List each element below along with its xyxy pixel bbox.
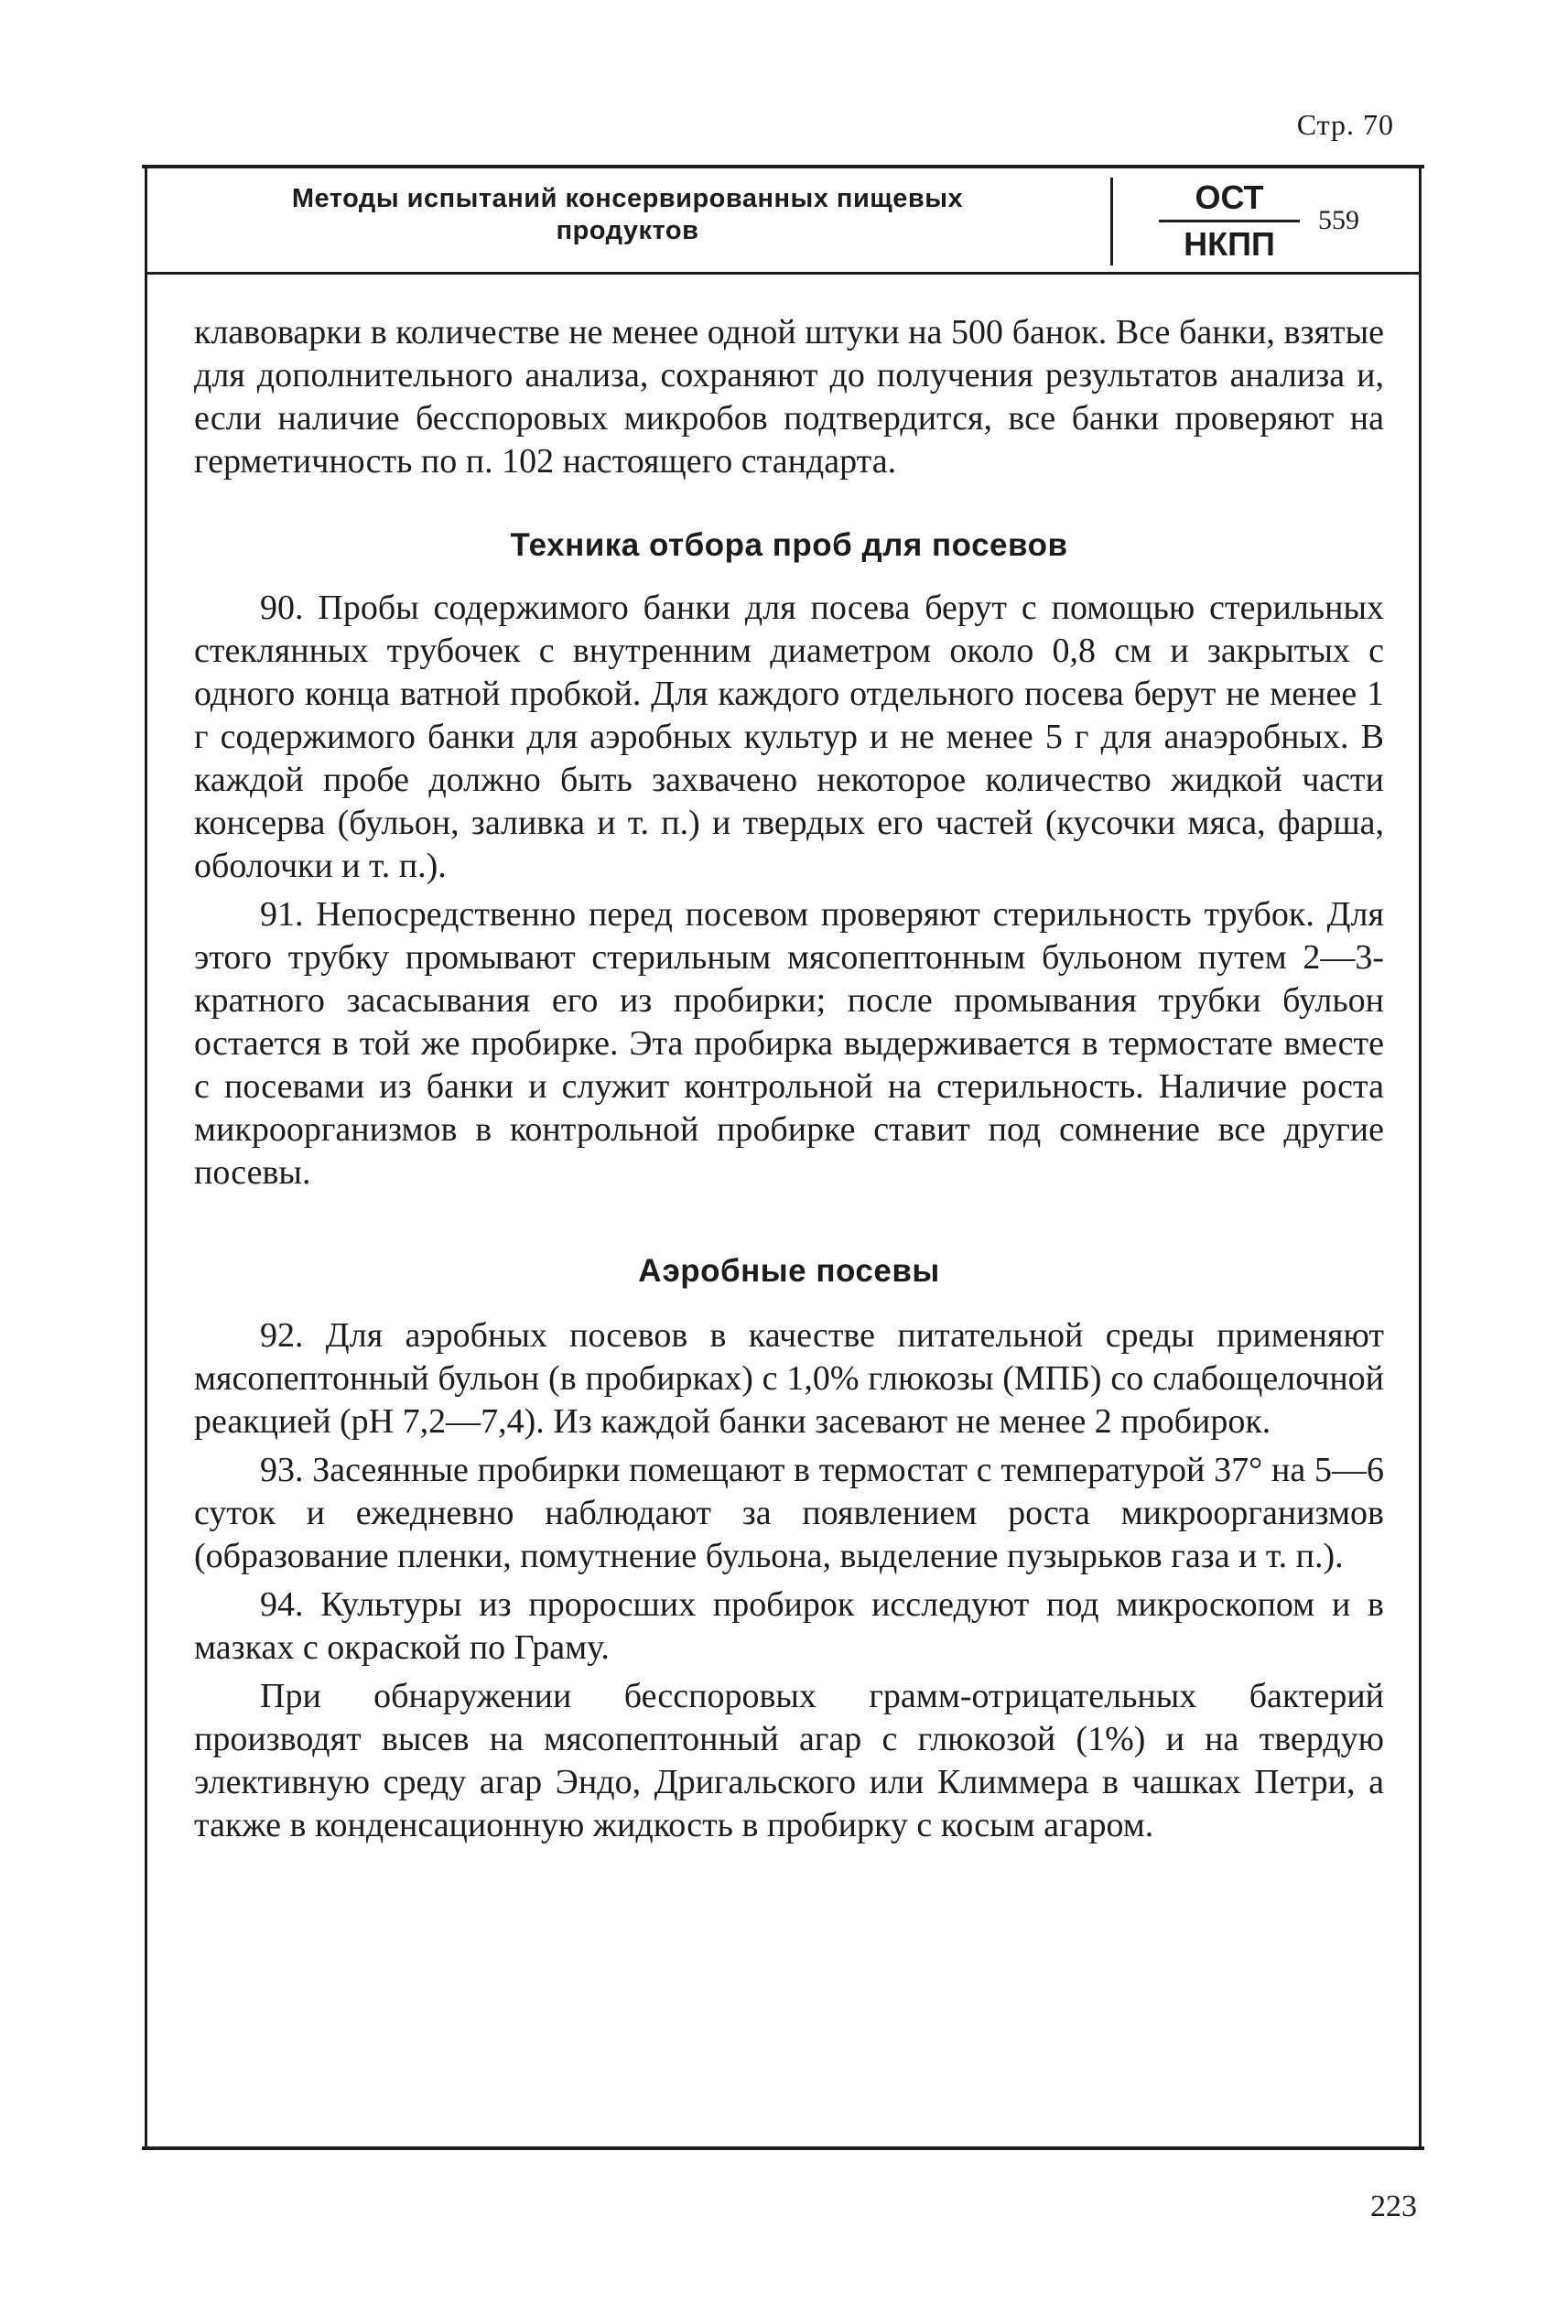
standard-code-bottom: НКПП (1184, 225, 1275, 263)
paragraph-94-continued: При обнаружении бесспоровых грамм-отрицательных бактерий производят высев на мясопептонный агар с глюкозой (1%) и на твердую элективную среду агар Эндо, Дригальского или Климмера в чашках Петри, а также в конденсационную жидкость в пробирку с косым агаром. (194, 1677, 1384, 1844)
header-title (145, 183, 1110, 248)
header-divider (1110, 178, 1113, 265)
paragraph-92: 92. Для аэробных посевов в качестве питательной среды применяют мясопептонный бульон (в пробирках) с 1,0% глюкозы (МПБ) со слабощелочной реакцией (рН 7,2—7,4). Из каждой банки засевают не менее 2 пробирок. (194, 1316, 1384, 1441)
document-body (194, 311, 1384, 1853)
section-heading-sampling: Техника отбора проб для посевов (510, 527, 1068, 563)
frame-bottom-rule (142, 2146, 1424, 2150)
paragraph-94: 94. Культуры из проросших пробирок исследуют под микроскопом и в мазках с окраской по Граму. (194, 1585, 1384, 1667)
header-title-line2: продуктов (556, 216, 699, 246)
intro-paragraph: клавоварки в количестве не менее одной штуки на 500 банок. Все банки, взятые для дополнительного анализа, сохраняют до получения результатов анализа и, если наличие бесспоровых микробов подтвердится, все банки проверяют на герметичность по п. 102 настоящего стандарта. (194, 313, 1384, 481)
section-heading-aerobic: Аэробные посевы (638, 1253, 940, 1289)
document-header (145, 168, 1422, 275)
standard-code-fraction (1152, 176, 1307, 261)
paragraph-90: 90. Пробы содержимого банки для посева берут с помощью стерильных стеклянных трубочек с внутренним диаметром около 0,8 см и закрытых с одного конца ватной пробкой. Для каждого отдельного посева берут не менее 1 г содержимого банки для аэробных культур и не менее 5 г для анаэробных. В каждой пробе должно быть захвачено некоторое количество жидкой части консерва (бульон, заливка и т. п.) и твердых его частей (кусочки мяса, фарша, оболочки и т. п.). (194, 589, 1384, 885)
paragraph-93: 93. Засеянные пробирки помещают в термостат с температурой 37° на 5—6 суток и ежедневно наблюдают за появлением роста микроорганизмов (образование пленки, помутнение бульона, выделение пузырьков газа и т. п.). (194, 1451, 1384, 1575)
standard-number: 559 (1318, 205, 1359, 235)
paragraph-91: 91. Непосредственно перед посевом проверяют стерильность трубок. Для этого трубку промывают стерильным мясопептонным бульоном путем 2—3-кратного засасывания его из пробирки; после промывания трубки бульон остается в той же пробирке. Эта пробирка выдерживается в термостате вместе с посевами из банки и служит контрольной на стерильность. Наличие роста микроорганизмов в контрольной пробирке ставит под сомнение все другие посевы. (194, 895, 1384, 1192)
standard-code-top: ОСТ (1195, 178, 1264, 216)
page-number: 223 (1370, 2189, 1417, 2223)
page-label: Стр. 70 (1296, 108, 1394, 141)
header-title-line1: Методы испытаний консервированных пищевых (291, 184, 964, 213)
standard-code (1152, 176, 1426, 267)
